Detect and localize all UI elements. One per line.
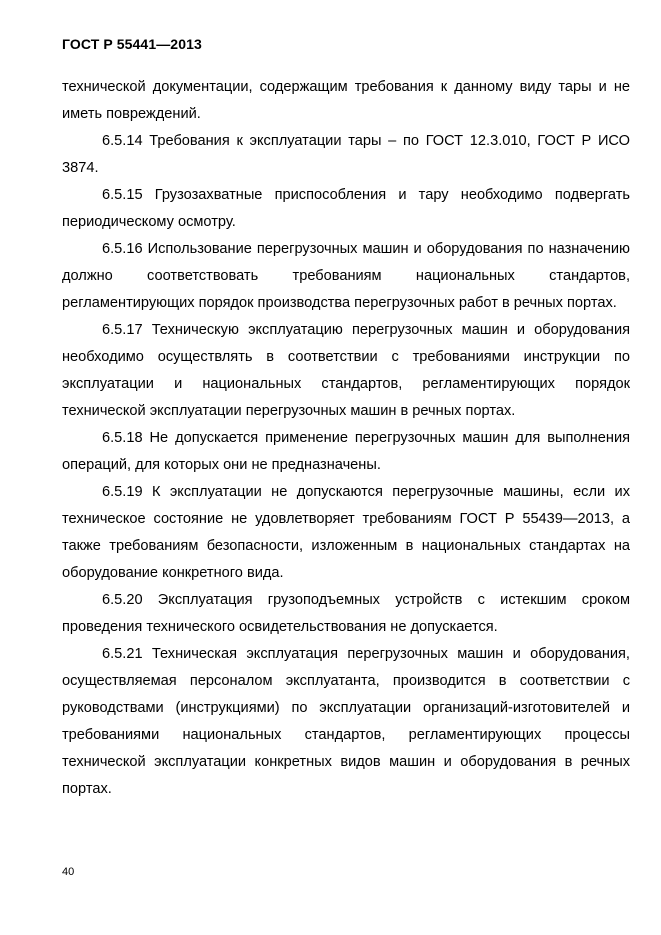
- paragraph-6-5-19: 6.5.19 К эксплуатации не допускаются перегрузочные машины, если их техническое состояние не удовлетворяет требованиям ГОСТ Р 55439—2013, а также требованиям безопасности, изложенным в национальных стандартах на оборудование конкретного вида.: [62, 484, 630, 581]
- document-body: [62, 74, 630, 803]
- paragraph-6-5-18: 6.5.18 Не допускается применение перегрузочных машин для выполнения операций, для которых они не предназначены.: [62, 430, 630, 473]
- paragraph-6-5-20: 6.5.20 Эксплуатация грузоподъемных устройств с истекшим сроком проведения технического освидетельствования не допускается.: [62, 592, 630, 635]
- paragraph-6-5-21: 6.5.21 Техническая эксплуатация перегрузочных машин и оборудования, осуществляемая персоналом эксплуатанта, производится в соответствии с руководствами (инструкциями) по эксплуатации организаций-изготовителей и требованиями национальных стандартов, регламентирующих процессы технической эксплуатации конкретных видов машин и оборудования в речных портах.: [62, 646, 630, 797]
- paragraph-6-5-15: 6.5.15 Грузозахватные приспособления и тару необходимо подвергать периодическому осмотру.: [62, 187, 630, 230]
- document-header: ГОСТ Р 55441—2013: [62, 36, 202, 52]
- paragraph-continuation: технической документации, содержащим требования к данному виду тары и не иметь повреждений.: [62, 79, 630, 122]
- paragraph-6-5-17: 6.5.17 Техническую эксплуатацию перегрузочных машин и оборудования необходимо осуществлять в соответствии с требованиями инструкции по эксплуатации и национальных стандартов, регламентирующих порядок технической эксплуатации перегрузочных машин в речных портах.: [62, 322, 630, 419]
- paragraph-6-5-14: 6.5.14 Требования к эксплуатации тары – по ГОСТ 12.3.010, ГОСТ Р ИСО 3874.: [62, 133, 630, 176]
- paragraph-6-5-16: 6.5.16 Использование перегрузочных машин и оборудования по назначению должно соответствовать требованиям национальных стандартов, регламентирующих порядок производства перегрузочных работ в речных портах.: [62, 241, 630, 311]
- page-number: 40: [62, 866, 75, 878]
